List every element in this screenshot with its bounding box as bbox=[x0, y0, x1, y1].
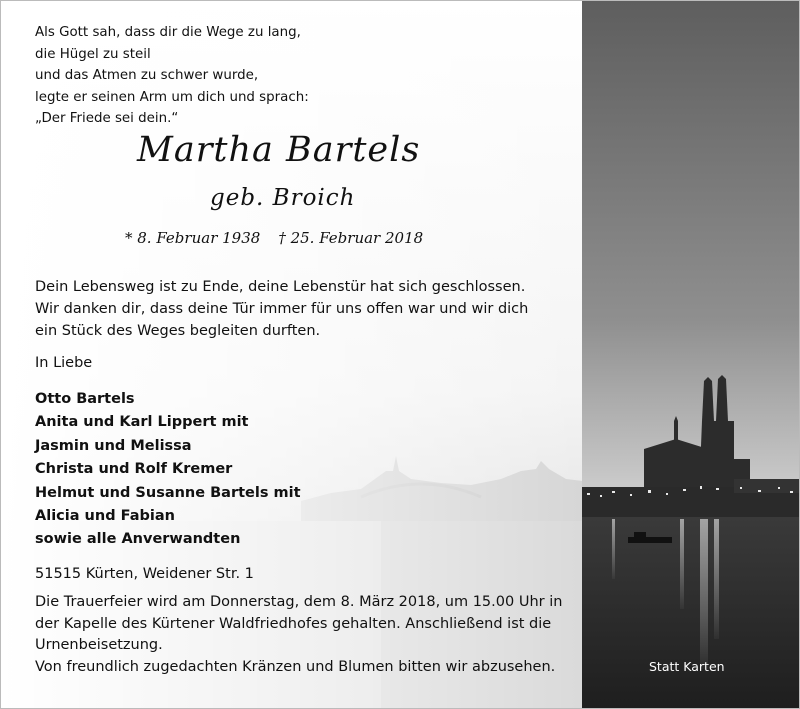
address: 51515 Kürten, Weidener Str. 1 bbox=[35, 566, 254, 582]
funeral-info bbox=[35, 592, 562, 678]
poem-line: „Der Friede sei dein.“ bbox=[35, 111, 179, 126]
death-date: † 25. Februar 2018 bbox=[278, 229, 424, 247]
mourner: Helmut und Susanne Bartels mit bbox=[35, 484, 301, 501]
mourner: Anita und Karl Lippert mit bbox=[35, 414, 249, 431]
message-line: Dein Lebensweg ist zu Ende, deine Lebenstür hat sich geschlossen. bbox=[35, 279, 526, 295]
farewell-message bbox=[35, 276, 528, 342]
birth-name: geb. Broich bbox=[210, 185, 356, 211]
in-love-label: In Liebe bbox=[35, 355, 93, 371]
funeral-line: Von freundlich zugedachten Kränzen und Blumen bitten wir abzusehen. bbox=[35, 658, 556, 675]
statt-karten-label: Statt Karten bbox=[649, 659, 725, 674]
message-line: Wir danken dir, dass deine Tür immer für uns offen war und wir dich bbox=[35, 301, 529, 317]
mourners-list bbox=[35, 388, 301, 552]
poem-line: die Hügel zu steil bbox=[35, 46, 151, 62]
poem-line: legte er seinen Arm um dich und sprach: bbox=[35, 89, 309, 105]
life-dates bbox=[125, 229, 423, 247]
funeral-line: der Kapelle des Kürtener Waldfriedhofes gehalten. Anschließend ist die bbox=[35, 615, 552, 632]
birth-date: * 8. Februar 1938 bbox=[125, 229, 261, 247]
mourner: Christa und Rolf Kremer bbox=[35, 461, 233, 478]
cologne-cathedral-photo bbox=[582, 1, 800, 709]
poem-line: und das Atmen zu schwer wurde, bbox=[35, 68, 259, 83]
mourner: Alicia und Fabian bbox=[35, 508, 175, 525]
poem-line: Als Gott sah, dass dir die Wege zu lang, bbox=[35, 25, 301, 40]
mourner: sowie alle Anverwandten bbox=[35, 531, 241, 548]
deceased-name: Martha Bartels bbox=[137, 130, 421, 170]
mourner: Jasmin und Melissa bbox=[35, 437, 192, 454]
funeral-line: Die Trauerfeier wird am Donnerstag, dem 8. März 2018, um 15.00 Uhr in bbox=[35, 594, 563, 610]
funeral-line: Urnenbeisetzung. bbox=[35, 637, 163, 653]
poem bbox=[35, 22, 309, 130]
message-line: ein Stück des Weges begleiten durften. bbox=[35, 323, 321, 339]
mourner: Otto Bartels bbox=[35, 391, 135, 407]
